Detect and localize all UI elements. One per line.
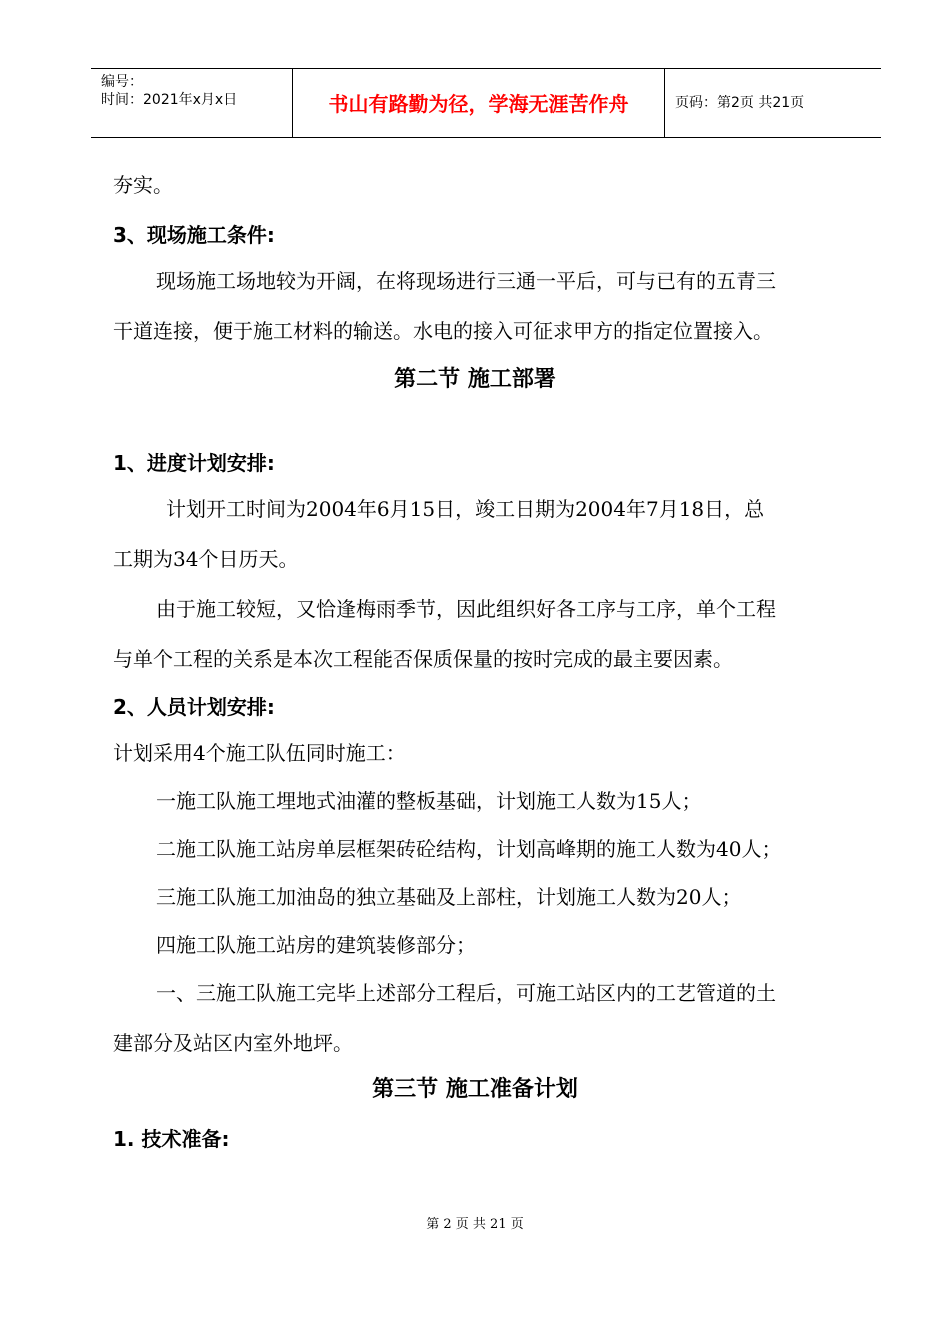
paragraph-line: 建部分及站区内室外地坪。 [113, 1031, 353, 1055]
subheading-schedule: 1、进度计划安排: [113, 451, 275, 475]
page-footer: 第 2 页 共 21 页 [426, 1217, 524, 1232]
paragraph-line: 计划采用4个施工队伍同时施工： [113, 741, 406, 765]
header-page-cell [665, 69, 881, 137]
paragraph-line: 工期为34个日历天。 [113, 547, 299, 571]
subheading-site-conditions: 3、现场施工条件: [113, 223, 275, 247]
team-item: 二施工队施工站房单层框架砖砼结构，计划高峰期的施工人数为40人； [156, 837, 782, 861]
time-label: 时间：2021年x月x日 [101, 92, 238, 108]
section-title-3: 第三节 施工准备计划 [372, 1077, 578, 1102]
subheading-staffing: 2、人员计划安排: [113, 695, 275, 719]
motto: 书山有路勤为径，学海无涯苦作舟 [328, 92, 629, 116]
code-label: 编号： [101, 74, 143, 90]
paragraph-line: 与单个工程的关系是本次工程能否保质保量的按时完成的最主要因素。 [113, 647, 733, 671]
team-item: 一施工队施工埋地式油灌的整板基础，计划施工人数为15人； [156, 789, 702, 813]
paragraph-line: 干道连接，便于施工材料的输送。水电的接入可征求甲方的指定位置接入。 [113, 319, 773, 343]
paragraph-line: 由于施工较短，又恰逢梅雨季节，因此组织好各工序与工序，单个工程 [156, 597, 776, 621]
paragraph-line: 一、三施工队施工完毕上述部分工程后，可施工站区内的工艺管道的土 [156, 981, 776, 1005]
page-header [91, 68, 881, 138]
page-info: 页码：第2页 共21页 [675, 95, 805, 111]
team-item: 四施工队施工站房的建筑装修部分； [156, 933, 476, 957]
paragraph-line: 计划开工时间为2004年6月15日，竣工日期为2004年7月18日，总 [166, 497, 765, 521]
header-motto-cell [292, 69, 665, 137]
subheading-technical-prep: 1. 技术准备: [113, 1127, 230, 1151]
header-meta-cell [91, 69, 292, 137]
text-line: 夯实。 [113, 173, 173, 197]
paragraph-line: 现场施工场地较为开阔，在将现场进行三通一平后，可与已有的五青三 [156, 269, 776, 293]
section-title-2: 第二节 施工部署 [394, 367, 556, 392]
team-item: 三施工队施工加油岛的独立基础及上部柱，计划施工人数为20人； [156, 885, 742, 909]
